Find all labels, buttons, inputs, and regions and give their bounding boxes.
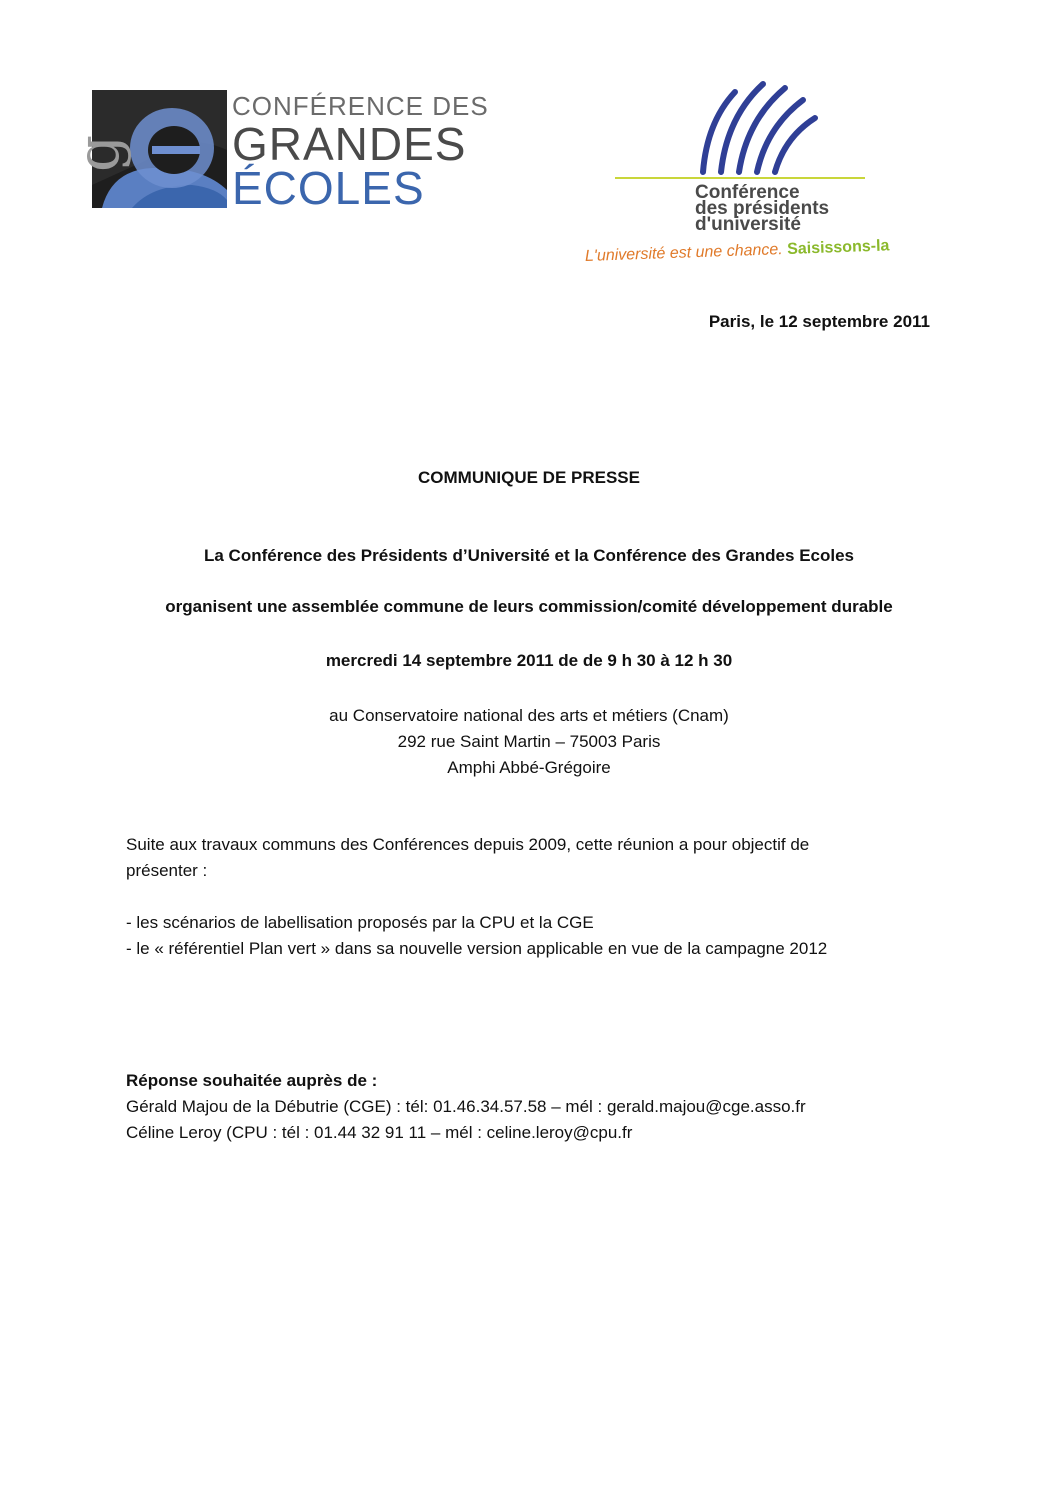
list-item: - les scénarios de labellisation proposés par la CPU et la CGE [126,913,594,932]
venue-line: au Conservatoire national des arts et métiers (Cnam) [329,706,729,725]
paragraph-line: Suite aux travaux communs des Conférences depuis 2009, cette réunion a pour objectif de [126,835,810,854]
cpu-logo-name-line1: Conférence [695,182,800,203]
cge-logo-wordmark [232,90,492,214]
headline-3: mercredi 14 septembre 2011 de de 9 h 30 à 12 h 30 [325,651,733,670]
cpu-logo-slogan [585,237,890,266]
cpu-slogan-part-b: Saisissons-la [786,237,890,258]
list-item: - le « référentiel Plan vert » dans sa nouvelle version applicable en vue de la campagne 2012 [126,939,828,958]
cpu-logo [585,72,935,272]
headline-1: La Conférence des Présidents d’Université et la Conférence des Grandes Ecoles [203,546,855,565]
cpu-logo-name [695,182,830,235]
venue-line: Amphi Abbé-Grégoire [447,758,611,777]
contact-line: Gérald Majou de la Débutrie (CGE) : tél: 01.46.34.57.58 – mél : gerald.majou@cge.asso.fr [126,1097,806,1116]
cpu-logo-name-line3: d'université [695,214,801,235]
bullet-list [126,910,946,962]
document-date: Paris, le 12 septembre 2011 [708,312,930,331]
intro-paragraph [126,832,946,884]
cge-logo-line3: ÉCOLES [232,162,425,214]
cpu-slogan-part-a: L'université est une chance. [584,241,784,265]
cpu-logo-name-line2: des présidents [695,198,830,219]
svg-text:g: g [64,134,132,172]
contact-heading: Réponse souhaitée auprès de : [126,1071,378,1090]
cge-logo-line2: GRANDES [232,118,467,170]
contact-block [126,1068,946,1146]
cge-logo-line1: CONFÉRENCE DES [232,91,489,121]
headline-2: organisent une assemblée commune de leurs commission/comité développement durable [165,597,893,616]
document-title: COMMUNIQUE DE PRESSE [418,468,640,487]
cge-logo-mark-icon [64,90,227,208]
venue-block [0,703,1058,781]
contact-line: Céline Leroy (CPU : tél : 01.44 32 91 11 – mél : celine.leroy@cpu.fr [126,1123,633,1142]
paragraph-line: présenter : [126,861,208,880]
venue-line: 292 rue Saint Martin – 75003 Paris [397,732,661,751]
cpu-logo-arcs-icon [585,72,935,184]
cge-logo [64,90,489,214]
